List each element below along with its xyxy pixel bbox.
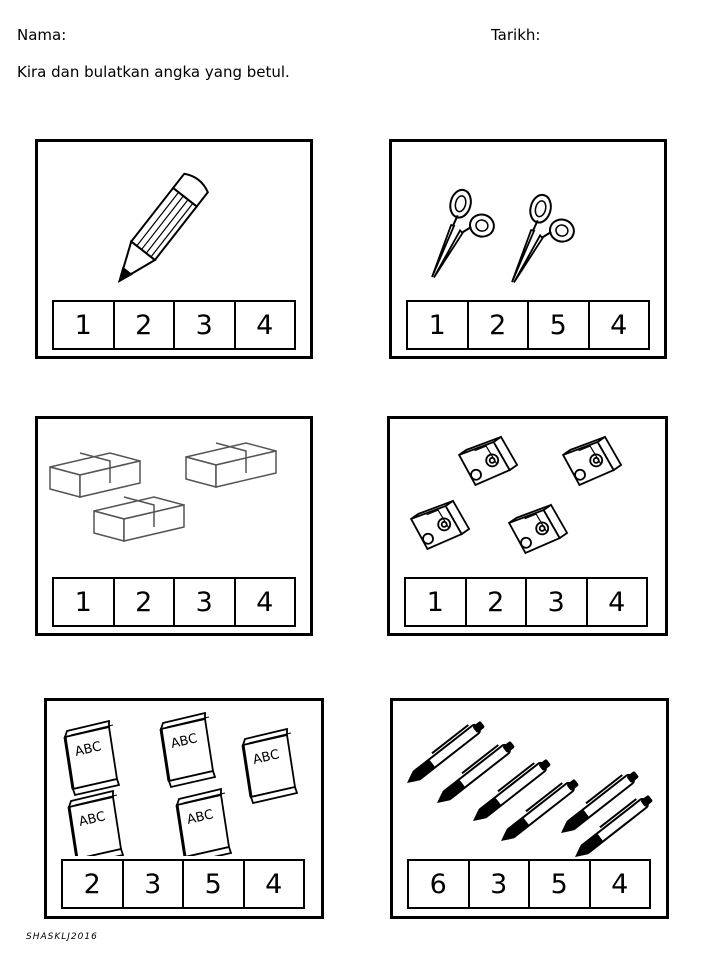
choice-4[interactable]: 4 [610, 309, 628, 341]
book-label: ABC [251, 747, 281, 768]
choice-2[interactable]: 2 [467, 579, 528, 625]
choice-4[interactable]: 4 [256, 586, 274, 618]
choice-1[interactable]: 1 [54, 579, 115, 625]
choice-4[interactable]: 4 [611, 868, 629, 900]
book-label: ABC [185, 807, 215, 828]
choice-1[interactable]: 1 [408, 302, 469, 348]
card-sharpeners [387, 416, 668, 636]
choice-3[interactable]: 5 [529, 302, 590, 348]
choice-2[interactable]: 2 [469, 302, 530, 348]
choice-3[interactable]: 5 [184, 861, 245, 907]
choice-3[interactable]: 3 [175, 579, 236, 625]
scissors-icon [392, 142, 664, 292]
choice-4[interactable]: 4 [256, 309, 274, 341]
choice-3[interactable]: 3 [527, 579, 588, 625]
instruction-text: Kira dan bulatkan angka yang betul. [17, 63, 290, 81]
sharpener-icon [390, 419, 665, 574]
choice-1[interactable]: 6 [409, 861, 470, 907]
choice-2[interactable]: 2 [115, 302, 176, 348]
eraser-icon [38, 419, 310, 574]
card-scissors [389, 139, 667, 359]
number-choices [406, 300, 650, 350]
book-label: ABC [73, 739, 103, 760]
name-label: Nama: [17, 26, 67, 44]
credit-text: SHASKLJ2016 [26, 932, 98, 942]
choice-1[interactable]: 1 [54, 302, 115, 348]
choice-3[interactable]: 3 [175, 302, 236, 348]
pencil-icon [38, 142, 310, 292]
number-choices [52, 577, 296, 627]
number-choices [404, 577, 648, 627]
choice-1[interactable]: 1 [406, 579, 467, 625]
pen-icon [393, 701, 666, 861]
choice-2[interactable]: 3 [124, 861, 185, 907]
card-pencil [35, 139, 313, 359]
choice-1[interactable]: 2 [63, 861, 124, 907]
card-erasers [35, 416, 313, 636]
card-books [44, 698, 324, 919]
choice-4[interactable]: 4 [608, 586, 626, 618]
number-choices [407, 859, 651, 909]
number-choices [52, 300, 296, 350]
book-label: ABC [169, 731, 199, 752]
choice-4[interactable]: 4 [265, 868, 283, 900]
card-pens [390, 698, 669, 919]
date-label: Tarikh: [491, 26, 541, 44]
choice-2[interactable]: 2 [115, 579, 176, 625]
choice-3[interactable]: 5 [530, 861, 591, 907]
choice-2[interactable]: 3 [470, 861, 531, 907]
number-choices [61, 859, 305, 909]
book-label: ABC [77, 809, 107, 830]
book-icon [47, 701, 321, 856]
